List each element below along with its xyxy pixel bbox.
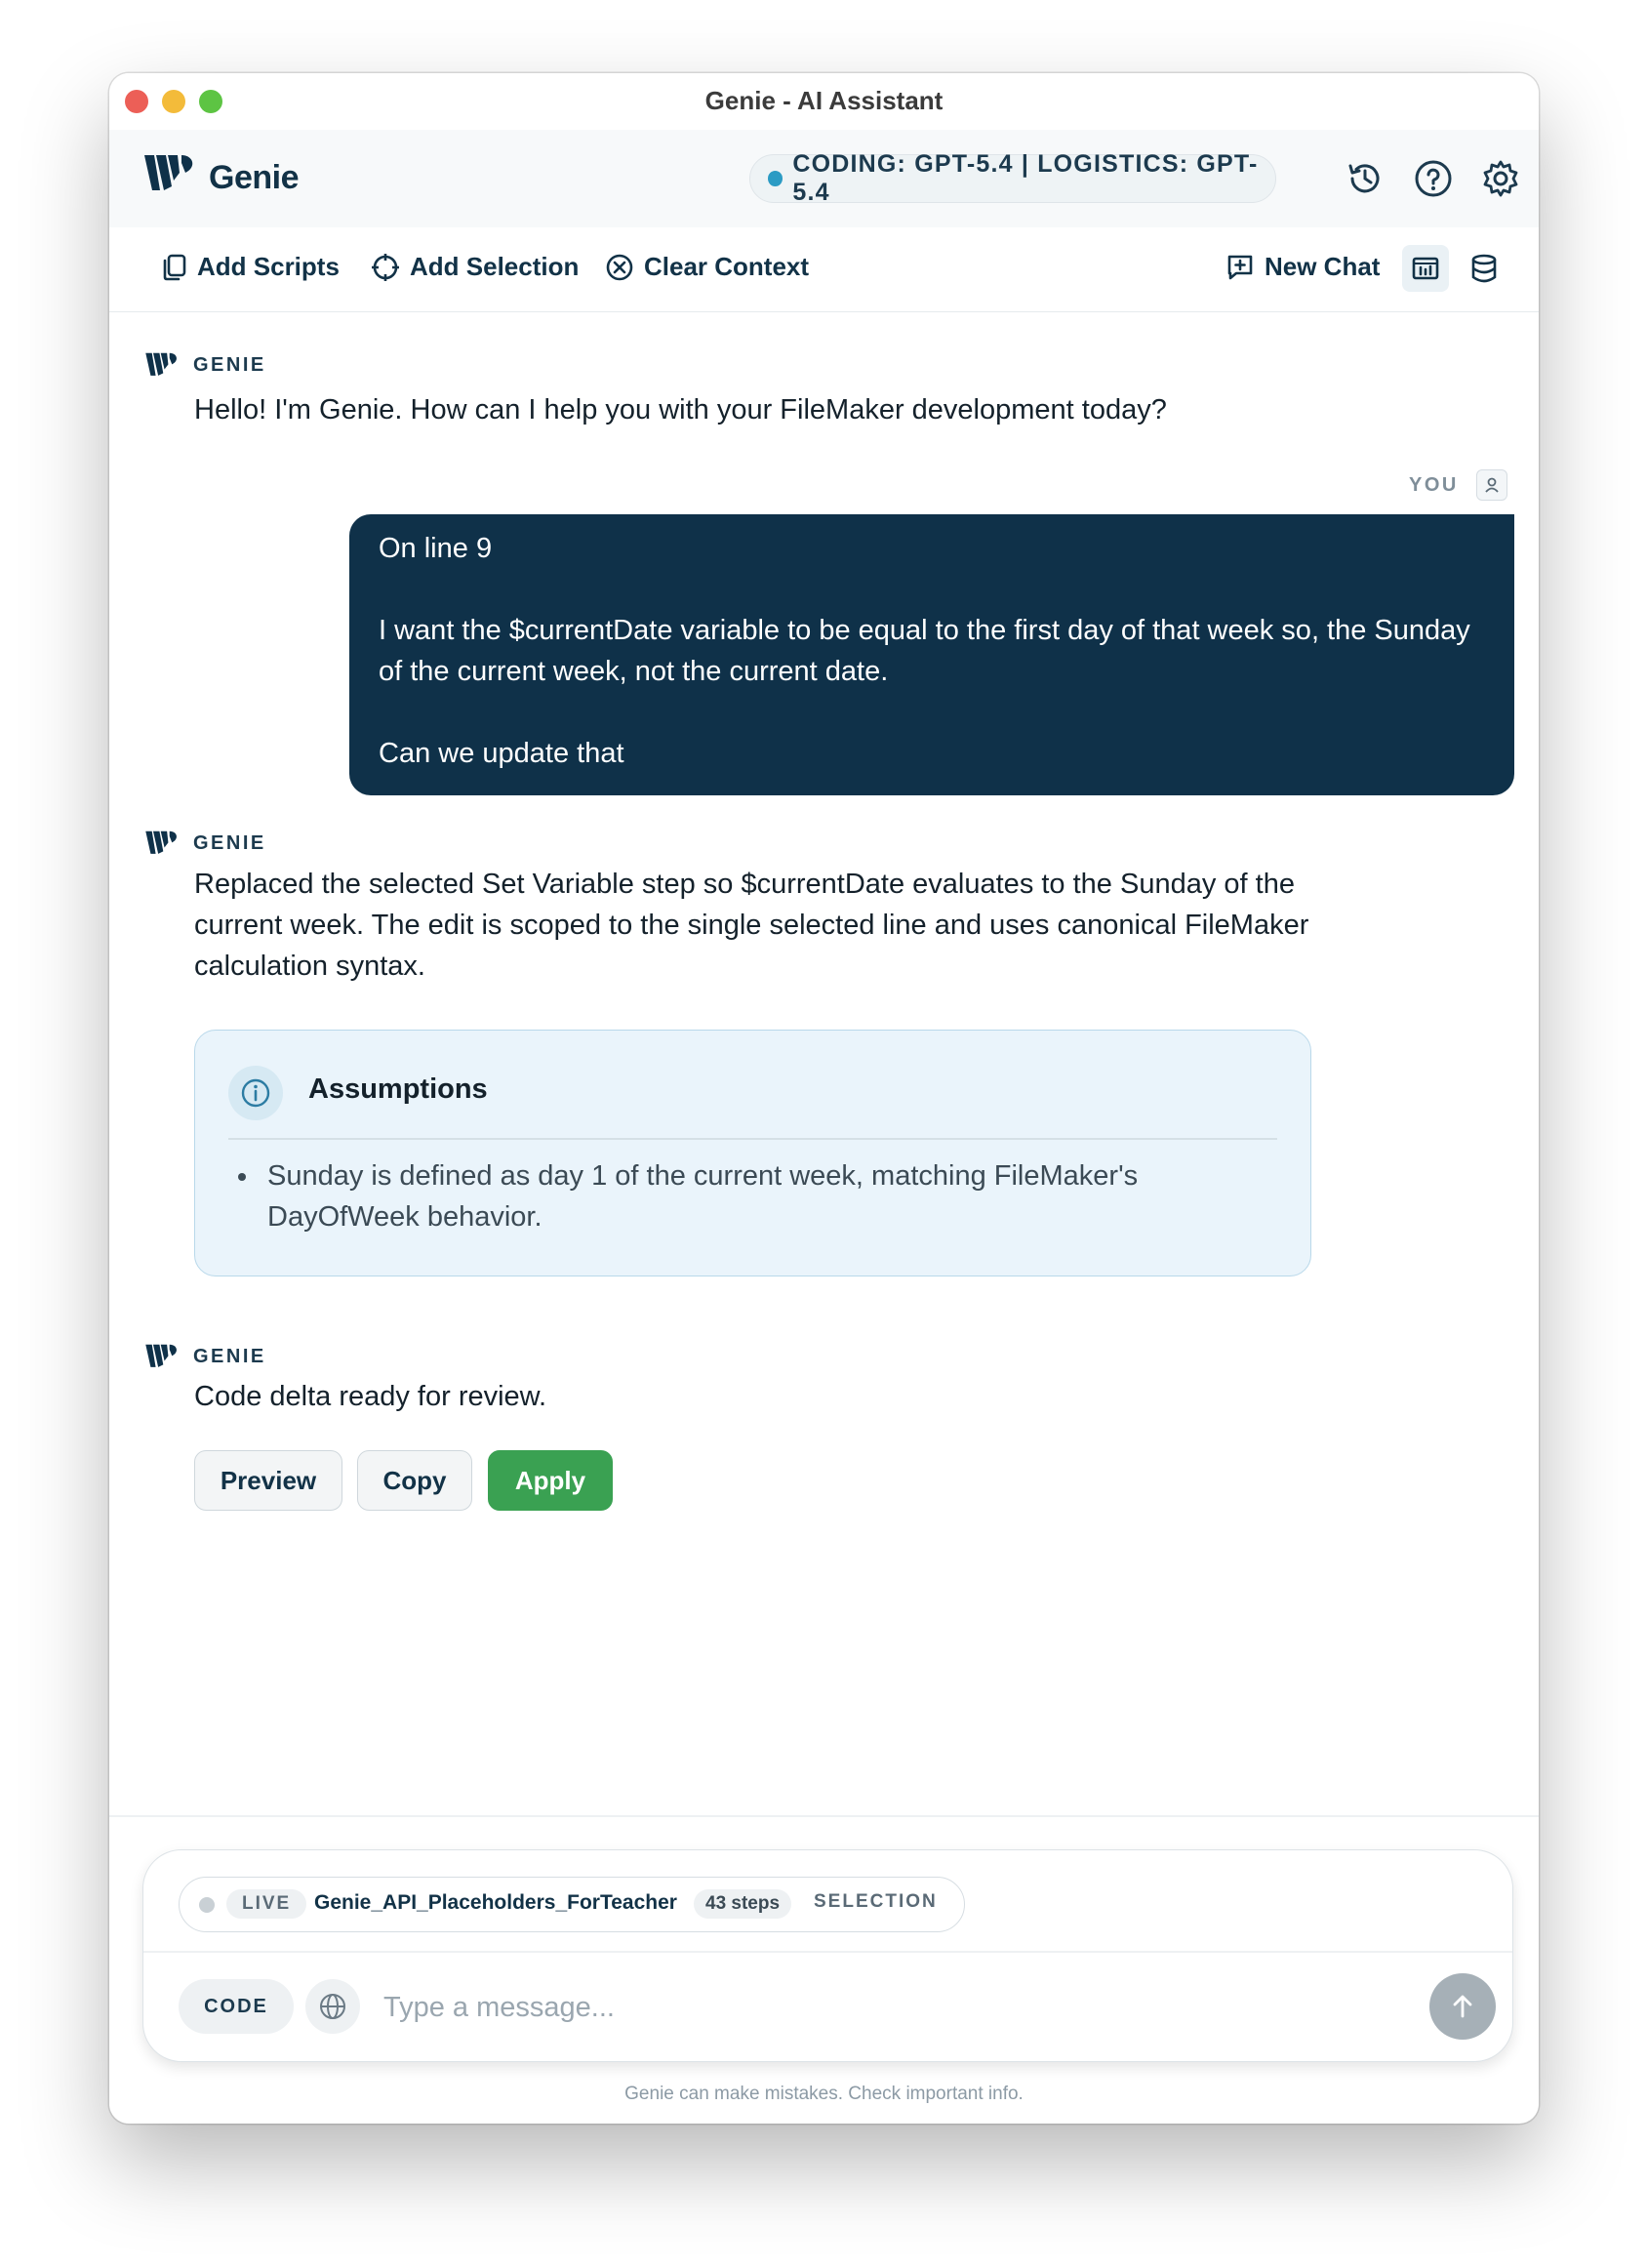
sender-label: GENIE: [193, 1345, 266, 1367]
apply-button[interactable]: Apply: [488, 1450, 613, 1511]
add-selection-label: Add Selection: [410, 252, 580, 281]
context-toolbar: [109, 227, 1539, 312]
live-status-dot-icon: [199, 1897, 215, 1913]
title-bar: [109, 73, 1539, 130]
genie-logo-icon: [142, 151, 197, 196]
add-scripts-button[interactable]: [160, 252, 340, 282]
preview-button[interactable]: Preview: [194, 1450, 342, 1511]
target-icon: [371, 253, 400, 282]
user-message-line: I want the $currentDate variable to be equal to the first day of that week so, the Sunday of the current week, not the current date.: [379, 615, 1470, 687]
brand-name: Genie: [209, 159, 299, 196]
gear-icon[interactable]: [1480, 158, 1521, 199]
sender-label: GENIE: [193, 831, 266, 854]
copy-icon: [160, 253, 187, 282]
genie-logo-icon: [144, 829, 180, 858]
user-message-bubble: [349, 514, 1514, 795]
script-name: Genie_API_Placeholders_ForTeacher: [314, 1891, 677, 1914]
divider: [109, 1815, 1539, 1817]
app-window: [109, 73, 1539, 2124]
clear-context-button[interactable]: [605, 252, 809, 282]
model-status-text: CODING: GPT-5.4 | LOGISTICS: GPT-5.4: [792, 150, 1259, 206]
send-button[interactable]: [1429, 1973, 1496, 2040]
message-input[interactable]: [382, 1985, 1371, 2030]
user-message-line: On line 9: [379, 533, 493, 564]
reply-message: Replaced the selected Set Variable step so $currentDate evaluates to the Sunday of the current week. The edit is scoped to the single selected line and uses canonical FileMaker calculation syntax.: [194, 869, 1309, 982]
arrow-up-icon: [1448, 1992, 1477, 2021]
sender-label: YOU: [1409, 473, 1459, 496]
live-badge: LIVE: [226, 1889, 306, 1919]
genie-message-header: [144, 829, 266, 858]
context-chip[interactable]: [179, 1877, 965, 1932]
new-chat-label: New Chat: [1265, 252, 1381, 281]
user-message-header: [1409, 469, 1507, 501]
composer: [142, 1849, 1513, 2062]
greeting-message: Hello! I'm Genie. How can I help you with your FileMaker development today?: [194, 394, 1167, 425]
genie-logo-icon: [144, 1342, 180, 1371]
assumptions-title: Assumptions: [308, 1073, 488, 1105]
disclaimer: Genie can make mistakes. Check important info.: [624, 2084, 1024, 2104]
assumptions-card: [194, 1030, 1311, 1276]
genie-message-header: [144, 1342, 266, 1371]
chart-panel-button[interactable]: [1402, 245, 1449, 292]
globe-icon: [318, 1992, 347, 2021]
window-title: Genie - AI Assistant: [704, 86, 944, 115]
bullet-icon: [238, 1173, 246, 1181]
add-scripts-label: Add Scripts: [197, 252, 340, 281]
new-chat-button[interactable]: [1225, 252, 1380, 282]
chart-panel-icon: [1411, 254, 1440, 283]
assumptions-list: [267, 1155, 1243, 1237]
copy-button[interactable]: Copy: [357, 1450, 472, 1511]
user-message-line: Can we update that: [379, 738, 624, 769]
database-icon: [1469, 253, 1499, 284]
divider: [143, 1951, 1512, 1953]
new-chat-icon: [1225, 253, 1255, 282]
history-icon[interactable]: [1345, 158, 1386, 199]
assumption-text: Sunday is defined as day 1 of the current week, matching FileMaker's DayOfWeek behavior.: [267, 1160, 1139, 1233]
clear-context-label: Clear Context: [644, 252, 810, 281]
sender-label: GENIE: [193, 353, 266, 376]
genie-logo-icon: [144, 350, 180, 380]
model-status-pill[interactable]: [749, 150, 1276, 206]
add-selection-button[interactable]: [371, 252, 579, 282]
divider: [228, 1138, 1277, 1140]
web-search-toggle[interactable]: [305, 1979, 360, 2034]
user-avatar-icon: [1476, 469, 1507, 501]
list-item: [267, 1155, 1243, 1237]
app-header: [109, 130, 1539, 228]
clear-circle-icon: [605, 253, 634, 282]
code-mode-toggle[interactable]: CODE: [179, 1979, 294, 2034]
selection-badge: SELECTION: [814, 1891, 938, 1912]
delta-message: Code delta ready for review.: [194, 1381, 547, 1412]
help-icon[interactable]: [1413, 158, 1454, 199]
status-dot-icon: [768, 171, 783, 186]
database-button[interactable]: [1461, 245, 1507, 292]
genie-message-header: [144, 350, 266, 380]
info-icon: [228, 1066, 283, 1120]
steps-badge: 43 steps: [694, 1889, 791, 1919]
